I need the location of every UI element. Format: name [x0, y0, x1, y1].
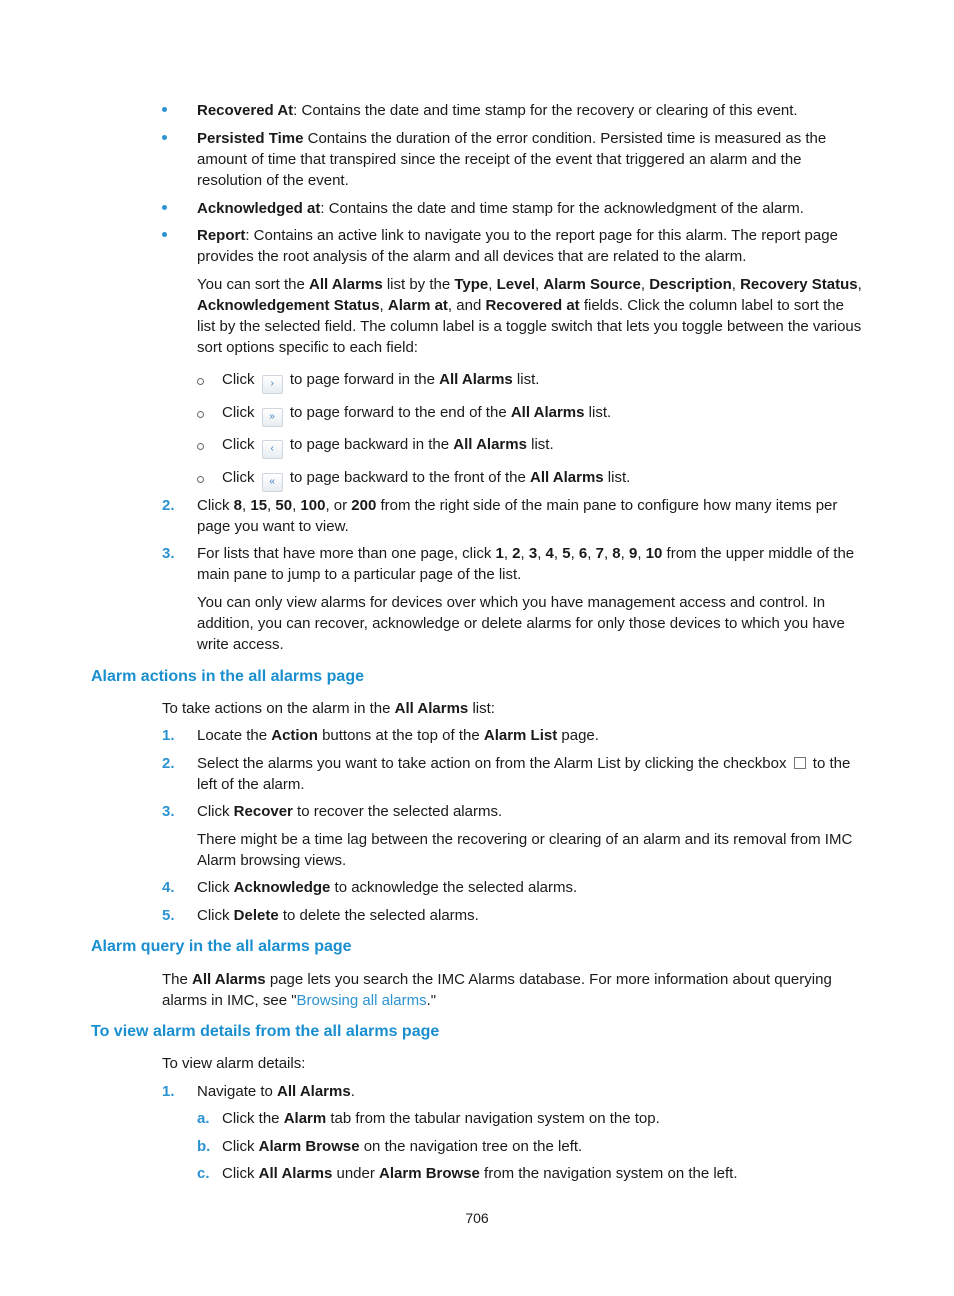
page-number-term: 9 — [628, 545, 638, 562]
text: page lets you search the IMC Alarms database. For more information about querying alarms in IMC, see " — [162, 971, 832, 1009]
bold-term: 8 — [233, 497, 243, 514]
step-number: 1. — [162, 727, 175, 744]
text: . — [350, 1083, 355, 1100]
bold-term: Alarm Source — [543, 276, 641, 293]
text: Click — [197, 497, 234, 514]
step-items-per-page — [197, 495, 863, 537]
term: Recovered At — [197, 102, 294, 119]
bold-term: Recover — [233, 803, 293, 820]
bold-term: Alarm List — [483, 727, 558, 744]
page-number-term: 4 — [545, 545, 554, 562]
sort-paragraph — [197, 274, 863, 358]
browsing-all-alarms-link[interactable]: Browsing all alarms — [296, 992, 427, 1009]
text: ." — [426, 992, 437, 1009]
text: list: — [468, 700, 495, 717]
bold-term: All Alarms — [258, 1165, 333, 1182]
text: to page forward to the end of the — [289, 404, 511, 421]
text: Click — [222, 404, 255, 421]
first-page-icon[interactable]: « — [262, 473, 283, 492]
query-paragraph — [162, 969, 863, 1011]
details-substep-c — [222, 1163, 863, 1184]
text: page. — [557, 727, 599, 744]
text: Locate the — [197, 727, 272, 744]
circle-bullet-icon — [197, 402, 207, 412]
page-number-term: 1 — [495, 545, 504, 562]
text: , — [488, 276, 497, 293]
text: Click — [222, 469, 255, 486]
text: , — [292, 497, 301, 514]
text: Navigate to — [197, 1083, 278, 1100]
step-number: 5. — [162, 907, 175, 924]
actions-step-4 — [197, 877, 863, 898]
substep-letter: a. — [197, 1110, 210, 1127]
text: list by the — [382, 276, 455, 293]
actions-step-2 — [197, 753, 863, 795]
last-page-icon[interactable]: » — [262, 408, 283, 427]
bold-term: All Alarms — [453, 436, 527, 453]
bold-term: 100 — [300, 497, 326, 514]
text: , or — [325, 497, 352, 514]
text: Click — [197, 907, 234, 924]
paging-first — [222, 467, 863, 492]
circle-bullet-icon — [197, 467, 207, 477]
bold-term: All Alarms — [439, 371, 513, 388]
page-number-term: 10 — [645, 545, 663, 562]
circle-bullet-icon — [197, 369, 207, 379]
text: fields. Click the column label to sort the list by the selected field. The column label is a toggle switch that lets you toggle between the various sort options specific to each field: — [197, 297, 862, 356]
text: Click — [197, 879, 234, 896]
text: to page backward to the front of the — [289, 469, 530, 486]
checkbox-icon[interactable] — [794, 757, 806, 769]
section-heading-query: Alarm query in the all alarms page — [91, 938, 352, 955]
bullet-icon — [162, 225, 170, 233]
paging-forward — [222, 369, 863, 394]
bold-term: Delete — [233, 907, 279, 924]
bold-term: Acknowledgement Status — [197, 297, 380, 314]
text: to acknowledge the selected alarms. — [330, 879, 578, 896]
text: to the left of the alarm. — [197, 755, 851, 793]
text: to page forward in the — [289, 371, 440, 388]
section-heading-details: To view alarm details from the all alarms page — [91, 1023, 440, 1040]
step-jump-page: For lists that have more than one page, click 1, 2, 3, 4, 5, 6, 7, 8, 9, 10 from the upper middle of the main pane to jump to a particular page of the list. — [197, 545, 855, 583]
bold-term: Level — [496, 276, 535, 293]
bold-term: All Alarms — [394, 700, 469, 717]
bold-term: Alarm at — [387, 297, 448, 314]
section-heading-actions: Alarm actions in the all alarms page — [91, 668, 364, 685]
text: , — [379, 297, 388, 314]
text: Click — [197, 803, 234, 820]
bold-term: Recovery Status — [740, 276, 858, 293]
paging-back — [222, 434, 863, 459]
text: on the navigation tree on the left. — [359, 1138, 583, 1155]
actions-step-3 — [197, 801, 863, 822]
text: , — [267, 497, 276, 514]
text: list. — [584, 404, 612, 421]
step-number: 2. — [162, 497, 175, 514]
text: , — [731, 276, 741, 293]
bullet-acknowledged-at — [197, 198, 863, 219]
text: from the upper middle of the main pane to jump to a particular page of the list. — [197, 545, 855, 583]
text: For lists that have more than one page, click — [197, 545, 496, 562]
step-number: 3. — [162, 545, 175, 562]
bold-term: Recovered at — [485, 297, 580, 314]
text: to recover the selected alarms. — [292, 803, 503, 820]
text: Select the alarms you want to take action on from the Alarm List by clicking the checkbox — [197, 755, 787, 772]
page-number-term: 3 — [528, 545, 538, 562]
text: Click — [222, 436, 255, 453]
bold-term: All Alarms — [277, 1083, 351, 1100]
bold-term: Type — [454, 276, 489, 293]
bold-term: Alarm Browse — [379, 1165, 480, 1182]
text: , — [242, 497, 251, 514]
actions-intro — [162, 698, 863, 719]
page-number: 706 — [465, 1210, 489, 1226]
bold-term: Action — [271, 727, 318, 744]
term: Persisted Time — [197, 130, 304, 147]
text: buttons at the top of the — [317, 727, 484, 744]
paging-last — [222, 402, 863, 427]
step-number: 1. — [162, 1083, 175, 1100]
text: You can sort the — [197, 276, 310, 293]
previous-page-icon[interactable]: ‹ — [262, 440, 283, 459]
bold-term: All Alarms — [510, 404, 585, 421]
text: from the right side of the main pane to configure how many items per page you want to view. — [197, 497, 838, 535]
text: list. — [603, 469, 631, 486]
text: , — [640, 276, 650, 293]
page-number-term: 8 — [612, 545, 621, 562]
details-step-1 — [197, 1081, 863, 1102]
actions-step-5 — [197, 905, 863, 926]
details-substep-a — [222, 1108, 863, 1129]
text: list. — [526, 436, 554, 453]
text: , — [534, 276, 544, 293]
text: from the navigation system on the left. — [479, 1165, 738, 1182]
bold-term: 15 — [250, 497, 268, 514]
substep-letter: b. — [197, 1138, 211, 1155]
text: to delete the selected alarms. — [278, 907, 479, 924]
text: To take actions on the alarm in the — [162, 700, 395, 717]
text: list. — [512, 371, 540, 388]
page-number-term: 7 — [595, 545, 604, 562]
bold-term: Description — [649, 276, 732, 293]
bold-term: All Alarms — [192, 971, 266, 988]
bold-term: All Alarms — [530, 469, 604, 486]
actions-step-1 — [197, 725, 863, 746]
step-number: 4. — [162, 879, 175, 896]
bullet-icon — [162, 100, 170, 108]
access-note: You can only view alarms for devices over which you have management access and control. In addition, you can recover, acknowledge or delete alarms for only those devices to which you have write access. — [197, 594, 845, 653]
text: Click the — [222, 1110, 284, 1127]
bullet-icon — [162, 198, 170, 206]
bold-term: 200 — [351, 497, 377, 514]
text: , and — [447, 297, 486, 314]
description: : Contains an active link to navigate you to the report page for this alarm. The report page provides the root analysis of the alarm and all devices that are related to the alarm. — [197, 227, 838, 265]
description: : Contains the date and time stamp for the acknowledgment of the alarm. — [320, 200, 804, 217]
bullet-icon — [162, 128, 170, 136]
bullet-report — [197, 225, 863, 267]
text: Click — [222, 1138, 259, 1155]
description: Contains the duration of the error condition. Persisted time is measured as the amount of time that transpired since the receipt of the event that triggered an alarm and the resolution of the event. — [197, 130, 827, 189]
text: Click — [222, 1165, 259, 1182]
term: Report — [197, 227, 246, 244]
next-page-icon[interactable]: › — [262, 375, 283, 394]
bold-term: Alarm Browse — [258, 1138, 360, 1155]
bold-term: All Alarms — [309, 276, 383, 293]
bullet-persisted-time — [197, 128, 863, 191]
recover-note: There might be a time lag between the recovering or clearing of an alarm and its removal from IMC Alarm browsing views. — [197, 831, 853, 869]
bold-term: Alarm — [283, 1110, 327, 1127]
text: Click — [222, 371, 255, 388]
bold-term: Acknowledge — [233, 879, 331, 896]
description: : Contains the date and time stamp for the recovery or clearing of this event. — [293, 102, 798, 119]
step-number: 3. — [162, 803, 175, 820]
details-substep-b — [222, 1136, 863, 1157]
term: Acknowledged at — [197, 200, 321, 217]
page-number-term: 6 — [578, 545, 588, 562]
text: , — [857, 276, 862, 293]
text: tab from the tabular navigation system on the top. — [326, 1110, 660, 1127]
text: The — [162, 971, 193, 988]
bold-term: 50 — [275, 497, 293, 514]
substep-letter: c. — [197, 1165, 210, 1182]
text: under — [332, 1165, 380, 1182]
bullet-recovered-at — [197, 100, 863, 121]
text: to page backward in the — [289, 436, 454, 453]
step-number: 2. — [162, 755, 175, 772]
circle-bullet-icon — [197, 434, 207, 444]
page-number-term: 2 — [512, 545, 521, 562]
page-number-term: 5 — [562, 545, 571, 562]
details-intro: To view alarm details: — [162, 1055, 306, 1072]
